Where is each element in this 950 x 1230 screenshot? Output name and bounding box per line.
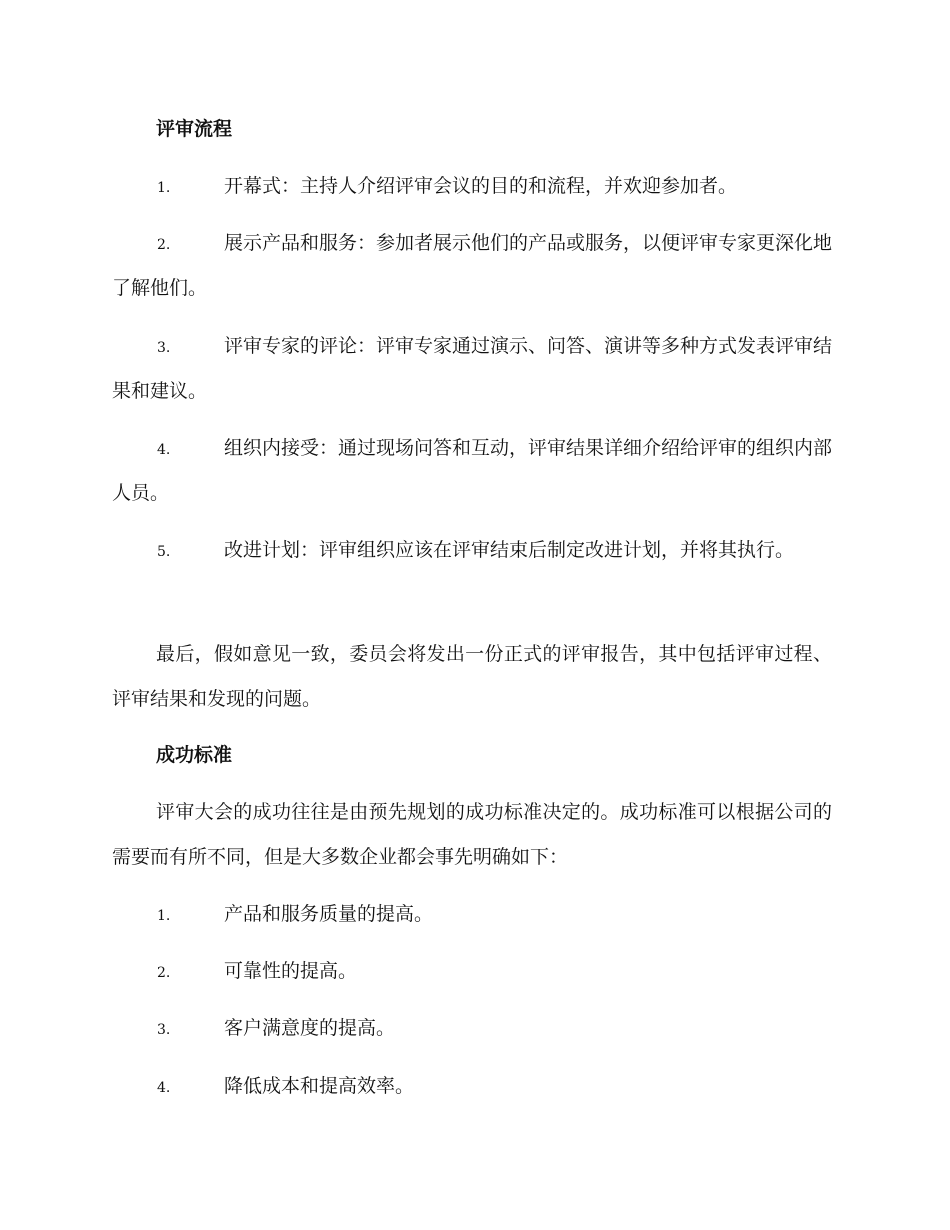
list-number: 2. bbox=[157, 965, 171, 981]
list-item bbox=[112, 233, 832, 311]
list-item bbox=[112, 904, 832, 937]
list-item-text: 改进计划：评审组织应该在评审结束后制定改进计划，并将其执行。 bbox=[224, 539, 795, 561]
list-item-text: 可靠性的提高。 bbox=[224, 960, 358, 982]
list-item bbox=[112, 1076, 832, 1109]
section-heading-success-criteria: 成功标准 bbox=[156, 744, 233, 766]
list-number: 4. bbox=[157, 1080, 171, 1096]
list-item bbox=[112, 336, 832, 414]
list-item bbox=[112, 1018, 832, 1051]
list-number: 1. bbox=[157, 908, 171, 924]
list-number: 2. bbox=[157, 237, 171, 253]
intro-paragraph: 评审大会的成功往往是由预先规划的成功标准决定的。成功标准可以根据公司的需要而有所不同，但是大多数企业都会事先明确如下： bbox=[112, 801, 832, 868]
list-item-text: 客户满意度的提高。 bbox=[224, 1017, 396, 1039]
list-number: 3. bbox=[157, 340, 171, 356]
list-item bbox=[112, 438, 832, 516]
list-number: 1. bbox=[157, 180, 171, 196]
list-item bbox=[112, 961, 832, 994]
list-number: 5. bbox=[157, 544, 171, 560]
list-item-text: 展示产品和服务：参加者展示他们的产品或服务，以便评审专家更深化地了解他们。 bbox=[112, 232, 833, 299]
list-item-text: 组织内接受：通过现场问答和互动，评审结果详细介绍给评审的组织内部人员。 bbox=[112, 437, 833, 504]
closing-paragraph: 最后，假如意见一致，委员会将发出一份正式的评审报告，其中包括评审过程、评审结果和发现的问题。 bbox=[112, 643, 832, 710]
list-item bbox=[112, 176, 832, 209]
list-item bbox=[112, 540, 832, 573]
list-item-text: 开幕式：主持人介绍评审会议的目的和流程，并欢迎参加者。 bbox=[224, 175, 738, 197]
list-number: 4. bbox=[157, 442, 171, 458]
list-item-text: 产品和服务质量的提高。 bbox=[224, 903, 434, 925]
section-heading-review-process: 评审流程 bbox=[156, 118, 233, 140]
list-number: 3. bbox=[157, 1022, 171, 1038]
list-item-text: 评审专家的评论：评审专家通过演示、问答、演讲等多种方式发表评审结果和建议。 bbox=[112, 335, 833, 402]
list-item-text: 降低成本和提高效率。 bbox=[224, 1075, 415, 1097]
